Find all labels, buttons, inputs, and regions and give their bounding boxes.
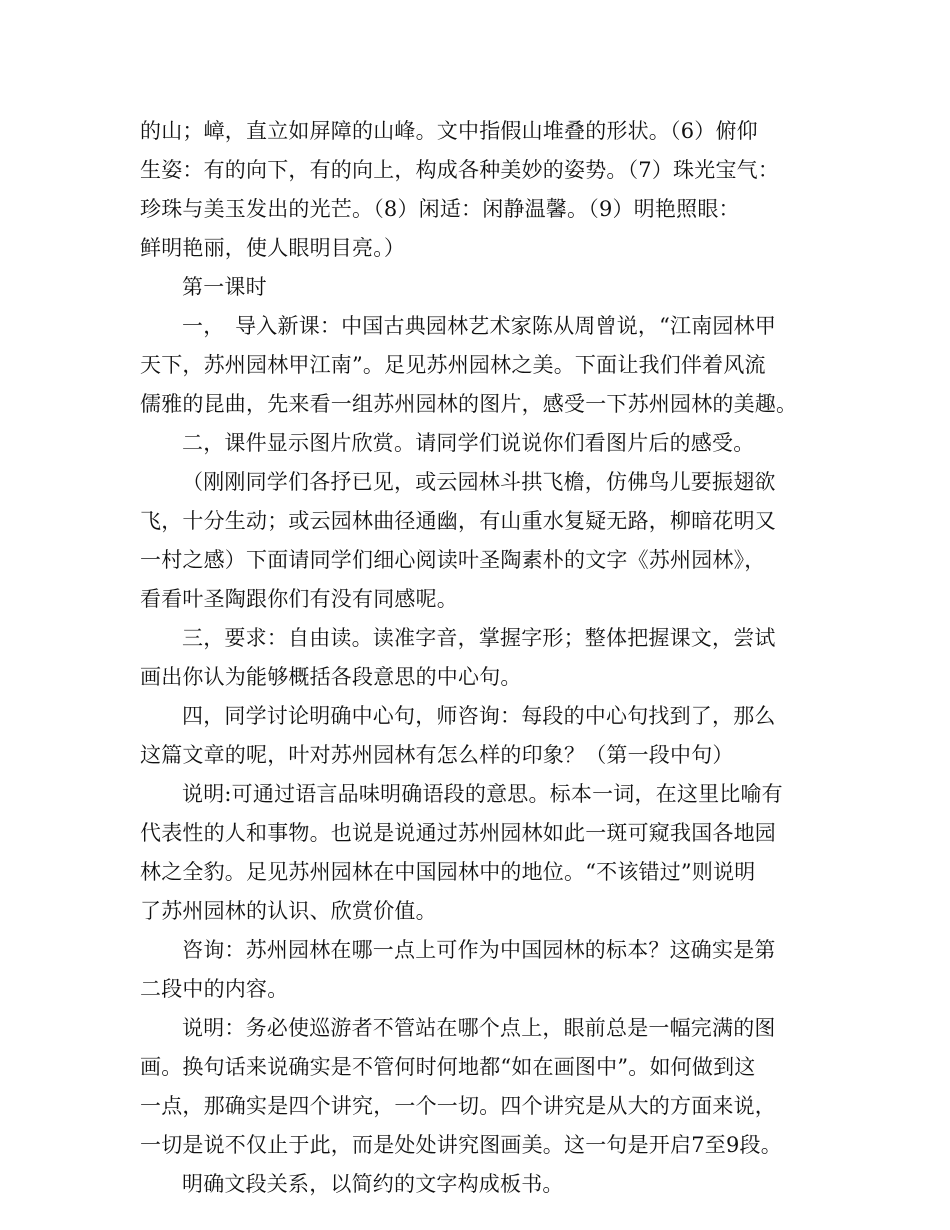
text-line: 珍珠与美玉发出的光芒。（8）闲适：闲静温馨。（9）明艳照眼： (140, 197, 740, 221)
text-line: 的山；嶂，直立如屏障的山峰。文中指假山堆叠的形状。（6）俯仰 (140, 119, 758, 143)
text-line: 天下，苏州园林甲江南”。足见苏州园林之美。下面让我们伴着风流 (140, 353, 766, 377)
text-line: 说明:可通过语言品味明确语段的意思。标本一词，在这里比喻有 (182, 782, 783, 806)
text-line: 三，要求：自由读。读准字音，掌握字形；整体把握课文，尝试 (182, 626, 776, 650)
text-line: 鲜明艳丽，使人眼明目亮。） (140, 236, 406, 260)
text-line: 咨询：苏州园林在哪一点上可作为中国园林的标本？这确实是第 (182, 938, 776, 962)
text-line: 一， 导入新课：中国古典园林艺术家陈从周曾说，“江南园林甲 (182, 314, 777, 338)
text-line: 飞，十分生动；或云园林曲径通幽，有山重水复疑无路，柳暗花明又 (140, 509, 776, 533)
document-body (140, 112, 830, 1204)
text-line: 第一课时 (182, 275, 267, 299)
text-line: 生姿：有的向下，有的向上，构成各种美妙的姿势。（7）珠光宝气： (140, 158, 780, 182)
text-line: 说明：务必使巡游者不管站在哪个点上，眼前总是一幅完满的图 (182, 1016, 776, 1040)
text-line: 儒雅的昆曲，先来看一组苏州园林的图片，感受一下苏州园林的美趣。 (140, 392, 798, 416)
text-line: 四，同学讨论明确中心句，师咨询：每段的中心句找到了，那么 (182, 704, 776, 728)
text-line: 一村之感）下面请同学们细心阅读叶圣陶素朴的文字《苏州园林》， (140, 548, 766, 572)
text-line: 画出你认为能够概括各段意思的中心句。 (140, 665, 522, 689)
text-line: 代表性的人和事物。也说是说通过苏州园林如此一斑可窥我国各地园 (140, 821, 776, 845)
text-line: 画。换句话来说确实是不管何时何地都“如在画图中”。如何做到这 (140, 1055, 756, 1079)
text-line: 林之全豹。足见苏州园林在中国园林中的地位。“不该错过”则说明 (140, 860, 756, 884)
text-line: 这篇文章的呢，叶对苏州园林有怎么样的印象？（第一段中句） (140, 743, 734, 767)
text-line: 一点，那确实是四个讲究，一个一切。四个讲究是从大的方面来说， (140, 1094, 776, 1118)
text-line: 二段中的内容。 (140, 977, 289, 1001)
text-line: 了苏州园林的认识、欣赏价值。 (140, 899, 437, 923)
text-line: （刚刚同学们各抒已见，或云园林斗拱飞檐，仿佛鸟儿要振翅欲 (182, 470, 776, 494)
text-line: 明确文段关系，以简约的文字构成板书。 (182, 1172, 564, 1196)
text-line: 看看叶圣陶跟你们有没有同感呢。 (140, 587, 458, 611)
text-line: 一切是说不仅止于此，而是处处讲究图画美。这一句是开启7至9段。 (140, 1133, 782, 1157)
text-line: 二，课件显示图片欣赏。请同学们说说你们看图片后的感受。 (182, 431, 755, 455)
